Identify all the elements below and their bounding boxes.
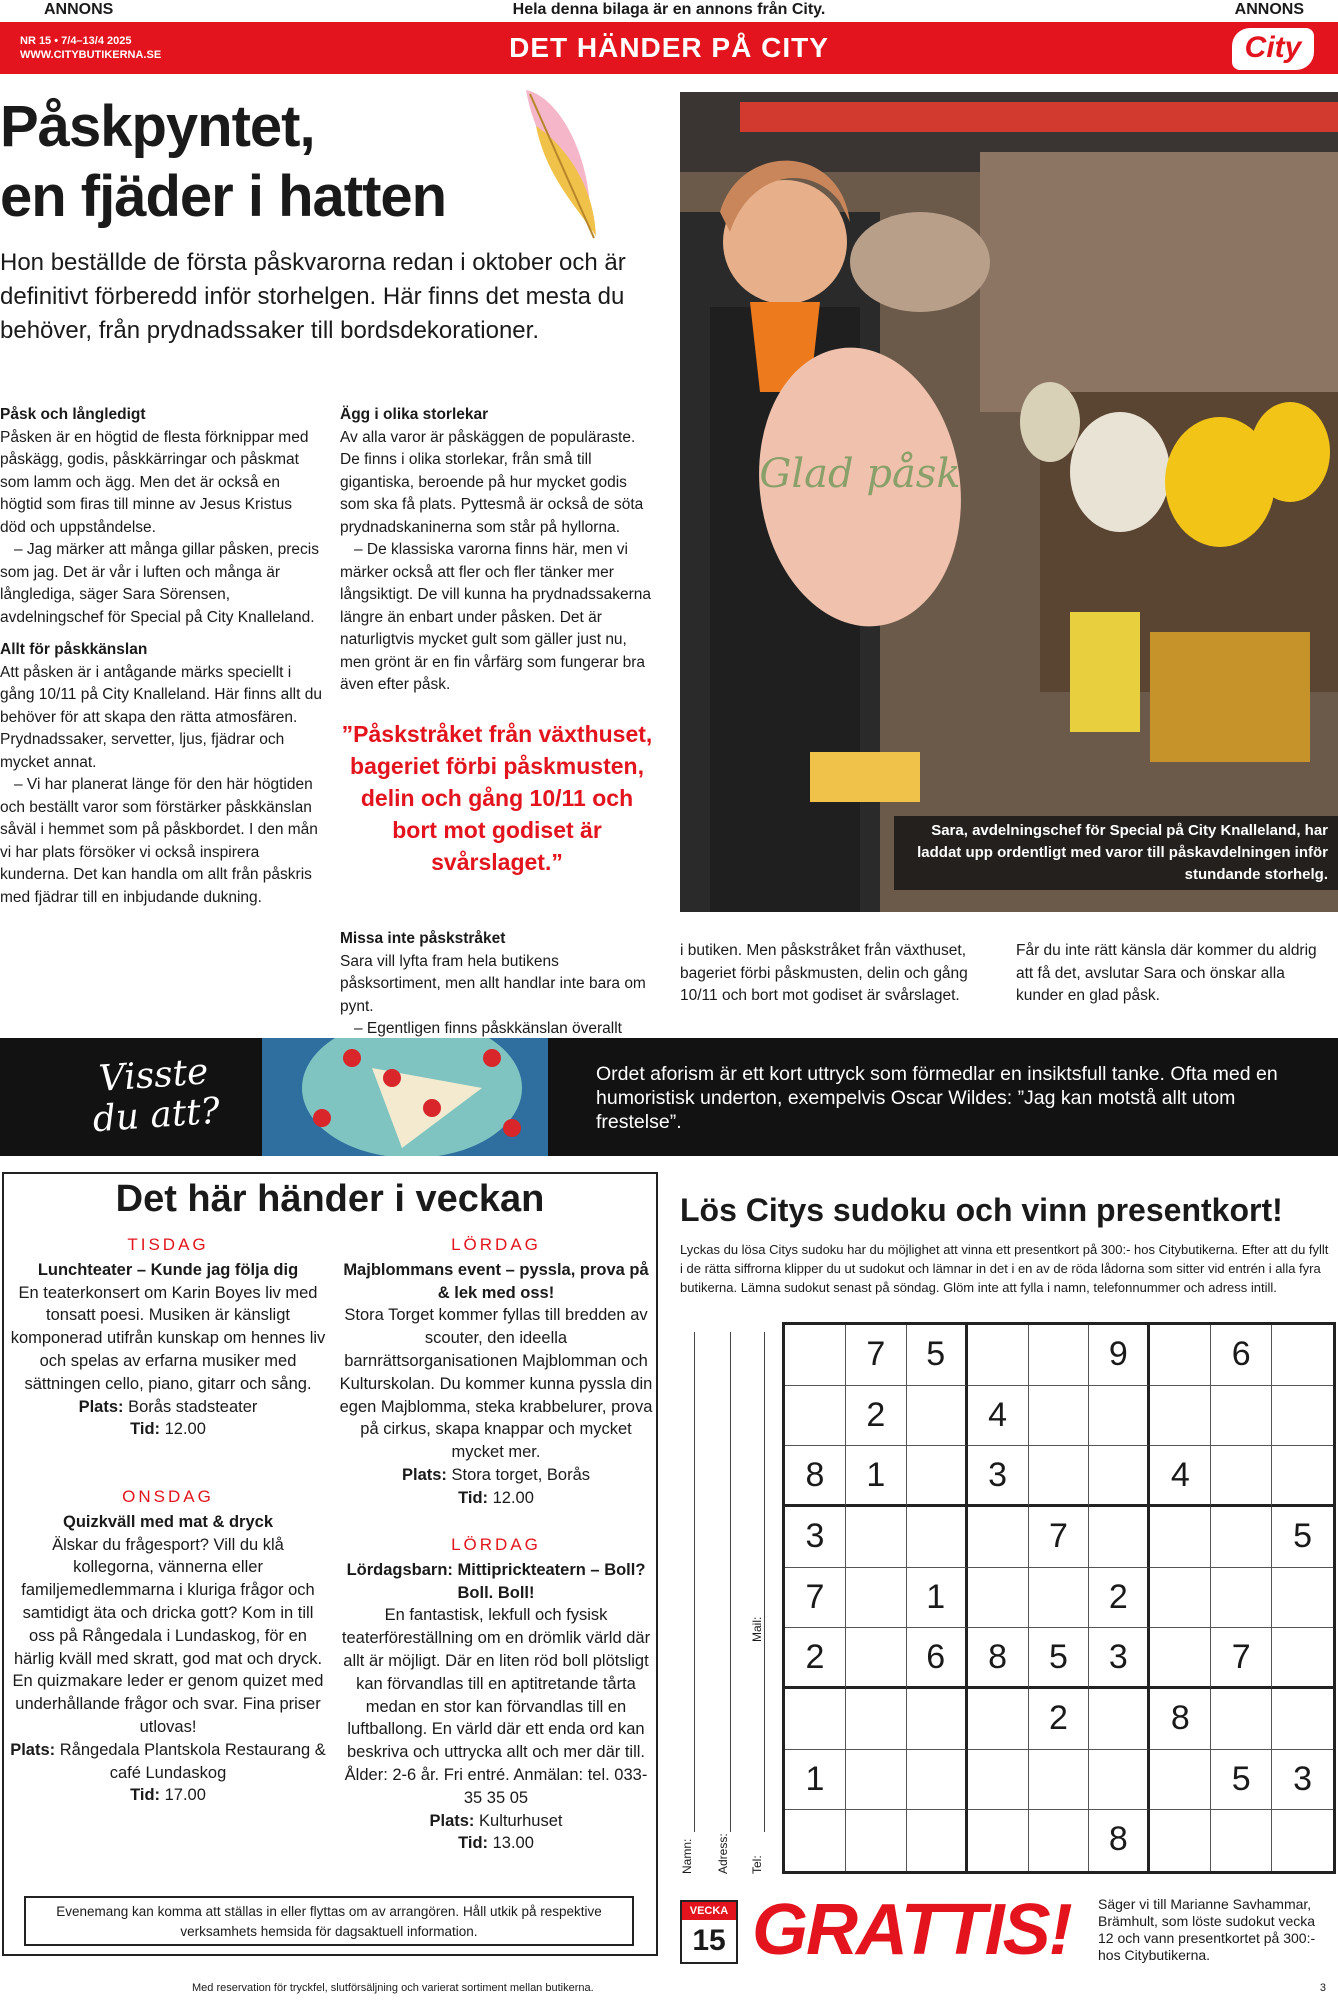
sudoku-cell[interactable]: 3 <box>968 1446 1029 1507</box>
event-desc: Stora Torget kommer fyllas till bredden av scouter, den ideella barnrättsorganisationen Majblomman och Kulturskolan. Du kommer kunna pyssla din egen Majblomma, steka krabbelurer, prova på cirkus, skapa knappar och mycket mycket mer. <box>339 1306 653 1462</box>
paragraph: Påsken är en högtid de flesta förknippar med påskägg, godis, påskkärringar och påskmat som lamm och ägg. Men det är också en högtid som firas till minne av Jesus Kristus död och uppståndelse. <box>0 428 309 536</box>
sudoku-cell[interactable] <box>1089 1386 1150 1447</box>
sudoku-cell[interactable] <box>846 1689 907 1750</box>
event-desc: En fantastisk, lekfull och fysisk teaterföreställning om en drömlik värld där allt är möjligt. Där en liten röd boll plötsligt kan förvandlas till en aptitretande tårta medan en stor kan förvandlas till en luftballong. En värld där ett enda ord kan beskriva och uttrycka allt och mer där till. Ålder: 2-6 år. Fri entré. Anmälan: tel. 033- 35 35 05 <box>341 1606 651 1807</box>
sudoku-cell[interactable] <box>968 1750 1029 1811</box>
event-day: TISDAG <box>127 1235 209 1254</box>
time-label: Tid: <box>130 1786 161 1805</box>
address-field-label[interactable]: Adress: <box>716 1833 730 1874</box>
sudoku-cell[interactable] <box>1272 1568 1333 1629</box>
egg-label: Glad påsk <box>759 451 961 497</box>
sudoku-intro: Lyckas du lösa Citys sudoku har du möjlighet att vinna ett presentkort på 300:- hos Citybutikerna. Efter att du fyllt i de rätta siffrorna klipper du ut sudokut och lämnar in det i en av de röda lådorna som sitter vid entrén i alla fyra butikerna. Lämna sudokut senast på söndag. Glöm inte att fylla i namn, telefonnummer och adress intill. <box>680 1242 1329 1295</box>
sudoku-cell[interactable]: 2 <box>785 1628 846 1689</box>
sudoku-cell[interactable] <box>1029 1386 1090 1447</box>
contact-fields <box>680 1322 780 1882</box>
paragraph: – Jag märker att många gillar påsken, precis som jag. Det är vår i luften och många är långlediga, säger Sara Sörensen, avdelningschef för Special på City Knalleland. <box>0 541 319 626</box>
sudoku-cell[interactable] <box>1272 1810 1333 1871</box>
sudoku-cell[interactable]: 8 <box>785 1446 846 1507</box>
sudoku-cell[interactable] <box>1211 1386 1272 1447</box>
sudoku-cell[interactable]: 5 <box>1272 1507 1333 1568</box>
sudoku-cell[interactable] <box>1150 1628 1211 1689</box>
sudoku-cell[interactable] <box>1089 1750 1150 1811</box>
event-name: Majblommans event – pyssla, prova på & lek med oss! <box>343 1260 649 1302</box>
sudoku-cell[interactable]: 8 <box>1089 1810 1150 1871</box>
pull-quote: ”Påskstråket från växthuset, bageriet förbi påskmusten, delin och gång 10/11 och bort mot godiset är svårslaget.” <box>341 721 653 875</box>
event-place: Rångedala Plantskola Restaurang & café Lundaskog <box>59 1740 326 1782</box>
sudoku-cell[interactable] <box>1211 1689 1272 1750</box>
subhead-1: Påsk och långledigt <box>0 406 146 423</box>
title-line-2: en fjäder i hatten <box>0 164 447 229</box>
annons-left: ANNONS <box>44 1 114 18</box>
sudoku-cell[interactable] <box>785 1386 846 1447</box>
sudoku-cell[interactable] <box>846 1507 907 1568</box>
event-place: Borås stadsteater <box>128 1397 258 1416</box>
event-day: LÖRDAG <box>451 1535 541 1554</box>
sudoku-cell[interactable] <box>968 1507 1029 1568</box>
field-line <box>694 1332 695 1832</box>
sudoku-cell[interactable]: 5 <box>1029 1628 1090 1689</box>
footer-disclaimer: Med reservation för tryckfel, slutförsäljning och varierat sortiment mellan butikerna. <box>192 1982 594 1994</box>
subhead-4: Missa inte påskstråket <box>340 930 506 947</box>
event-desc: Älskar du frågesport? Vill du klå kollegorna, vännerna eller familjemedlemmarna i kluriga frågor och samtidigt äta och dricka gott? Kom in till oss på Rångedala i Lundaskog, för en härlig kväll med skratt, god mat och dryck. En quizmakare leder er genom quizet med underhållande frågor och svar. Fina priser utlovas! <box>12 1535 324 1736</box>
article-column-1 <box>0 394 322 909</box>
article-title <box>0 92 446 232</box>
sudoku-cell[interactable]: 3 <box>1089 1628 1150 1689</box>
sudoku-cell[interactable]: 2 <box>1089 1568 1150 1629</box>
time-label: Tid: <box>130 1420 161 1439</box>
sudoku-cell[interactable]: 5 <box>907 1325 968 1386</box>
paragraph: i butiken. Men påskstråket från växthuset, bageriet förbi påskmusten, delin och gång 10/11 och bort mot godiset är svårslaget. <box>680 942 968 1004</box>
sudoku-cell[interactable] <box>846 1750 907 1811</box>
sudoku-cell[interactable]: 6 <box>1211 1325 1272 1386</box>
week-number: 15 <box>692 1924 726 1957</box>
sudoku-cell[interactable] <box>968 1689 1029 1750</box>
event-name: Lunchteater – Kunde jag följa dig <box>37 1260 299 1279</box>
place-label: Plats: <box>429 1811 475 1830</box>
sudoku-cell[interactable] <box>846 1628 907 1689</box>
event-place: Kulturhuset <box>479 1811 563 1830</box>
event-time: 13.00 <box>492 1834 534 1853</box>
event-day: ONSDAG <box>122 1487 214 1506</box>
article-photo <box>680 92 1338 912</box>
website-link[interactable]: WWW.CITYBUTIKERNA.SE <box>20 49 162 61</box>
sudoku-cell[interactable]: 8 <box>968 1628 1029 1689</box>
event-item <box>10 1234 326 1441</box>
sudoku-cell[interactable] <box>1272 1386 1333 1447</box>
sudoku-cell[interactable] <box>1150 1568 1211 1629</box>
sudoku-cell[interactable]: 3 <box>1272 1750 1333 1811</box>
field-line <box>730 1332 731 1832</box>
article-column-4 <box>1016 940 1332 1008</box>
sudoku-cell[interactable] <box>846 1568 907 1629</box>
winner-text: Säger vi till Marianne Savhammar, Brämhult, som löste sudokut vecka 12 och vann presentkortet på 300:- hos Citybutikerna. <box>1098 1896 1316 1963</box>
paragraph: – Egentligen finns påskkänslan överallt <box>354 1020 622 1037</box>
sudoku-cell[interactable] <box>1272 1446 1333 1507</box>
event-time: 17.00 <box>164 1786 206 1805</box>
place-label: Plats: <box>10 1740 56 1759</box>
article-column-3 <box>680 940 996 1008</box>
sudoku-cell[interactable] <box>907 1446 968 1507</box>
event-place: Stora torget, Borås <box>451 1465 591 1484</box>
sudoku-cell[interactable] <box>785 1325 846 1386</box>
sudoku-cell[interactable] <box>907 1810 968 1871</box>
sudoku-cell[interactable] <box>968 1568 1029 1629</box>
sudoku-cell[interactable] <box>785 1810 846 1871</box>
sudoku-cell[interactable] <box>1211 1568 1272 1629</box>
mail-field-label[interactable]: Mail: <box>750 1616 764 1642</box>
paragraph: Får du inte rätt känsla där kommer du aldrig att få det, avslutar Sara och önskar alla kunder en glad påsk. <box>1016 942 1317 1004</box>
week-label: VECKA <box>682 1902 736 1920</box>
sudoku-grid[interactable] <box>782 1322 1336 1874</box>
issue-number: NR 15 • 7/4–13/4 2025 <box>20 35 132 47</box>
events-note: Evenemang kan komma att ställas in eller flyttas om av arrangören. Håll utkik på respektive verksamhets hemsida för dagsaktuell information. <box>24 1896 634 1946</box>
sudoku-cell[interactable]: 2 <box>1029 1689 1090 1750</box>
sudoku-cell[interactable] <box>1029 1325 1090 1386</box>
sudoku-cell[interactable] <box>907 1689 968 1750</box>
sudoku-cell[interactable] <box>968 1325 1029 1386</box>
paragraph: – De klassiska varorna finns här, men vi märker också att fler och fler tänker mer långsiktigt. De vill kunna ha prydnadssakerna längre än enbart under påsken. Det är naturligtvis mycket gult som gäller just nu, men grönt är en fin vårfärg som fungerar bra även efter påsk. <box>340 541 652 693</box>
event-name: Lördagsbarn: Mittiprickteatern – Boll? Boll. Boll! <box>346 1560 646 1602</box>
sudoku-cell[interactable]: 9 <box>1089 1325 1150 1386</box>
sudoku-cell[interactable] <box>1272 1628 1333 1689</box>
time-label: Tid: <box>458 1488 489 1507</box>
events-box <box>2 1172 658 1956</box>
subhead-3: Ägg i olika storlekar <box>340 406 489 423</box>
city-logo: City <box>1232 28 1314 70</box>
sudoku-cell[interactable]: 1 <box>907 1568 968 1629</box>
event-desc: En teaterkonsert om Karin Boyes liv med tonsatt poesi. Musiken är känsligt komponerad utifrån kunskap om hennes liv och spelas av erfarna musiker med sättningen cello, piano, gitarr och sång. <box>10 1283 326 1393</box>
sudoku-cell[interactable]: 1 <box>846 1446 907 1507</box>
place-label: Plats: <box>78 1397 124 1416</box>
sudoku-cell[interactable] <box>1272 1325 1333 1386</box>
cake-image <box>262 1038 548 1156</box>
sudoku-cell[interactable] <box>1211 1507 1272 1568</box>
time-label: Tid: <box>458 1834 489 1853</box>
sudoku-cell[interactable] <box>1150 1750 1211 1811</box>
sudoku-cell[interactable]: 4 <box>968 1386 1029 1447</box>
sudoku-cell[interactable] <box>1089 1446 1150 1507</box>
sudoku-cell[interactable] <box>1029 1810 1090 1871</box>
sudoku-cell[interactable]: 2 <box>846 1386 907 1447</box>
sudoku-cell[interactable] <box>1211 1810 1272 1871</box>
annons-right: ANNONS <box>1234 1 1304 18</box>
did-you-know-text: Ordet aforism är ett kort uttryck som förmedlar en insiktsfull tanke. Ofta med en humoristisk underton, exempelvis Oscar Wildes: ”Jag kan motstå allt utom frestelse”. <box>596 1063 1278 1133</box>
sudoku-cell[interactable] <box>1150 1325 1211 1386</box>
sudoku-cell[interactable]: 7 <box>785 1568 846 1629</box>
sudoku-cell[interactable] <box>1272 1689 1333 1750</box>
sudoku-cell[interactable]: 8 <box>1150 1689 1211 1750</box>
page-number: 3 <box>1319 1982 1326 1994</box>
sudoku-cell[interactable] <box>1089 1507 1150 1568</box>
event-item <box>338 1234 654 1510</box>
store-photo-illustration <box>680 92 1338 912</box>
did-you-know-title: Visste du att? <box>91 1051 222 1141</box>
did-you-know-band <box>0 1038 1338 1156</box>
sudoku-cell[interactable]: 7 <box>846 1325 907 1386</box>
sudoku-cell[interactable]: 5 <box>1211 1750 1272 1811</box>
events-title: Det här händer i veckan <box>115 1178 545 1220</box>
sudoku-cell[interactable] <box>1150 1810 1211 1871</box>
event-item <box>338 1534 654 1855</box>
sudoku-cell[interactable] <box>1029 1446 1090 1507</box>
sudoku-title: Lös Citys sudoku och vinn presentkort! <box>680 1192 1283 1228</box>
sudoku-cell[interactable] <box>1089 1689 1150 1750</box>
sudoku-cell[interactable]: 3 <box>785 1507 846 1568</box>
place-label: Plats: <box>401 1465 447 1484</box>
event-day: LÖRDAG <box>451 1235 541 1254</box>
event-time: 12.00 <box>492 1488 534 1507</box>
section-title: DET HÄNDER PÅ CITY <box>509 32 829 63</box>
sudoku-cell[interactable]: 7 <box>1029 1507 1090 1568</box>
sudoku-cell[interactable]: 4 <box>1150 1446 1211 1507</box>
annons-notice: Hela denna bilaga är en annons från City. <box>512 1 826 18</box>
paragraph: Sara vill lyfta fram hela butikens påsksortiment, men allt handlar inte bara om pynt. <box>340 952 646 1015</box>
header-bar <box>0 22 1338 74</box>
feather-icon <box>516 86 602 242</box>
name-field-label[interactable]: Namn: <box>680 1838 694 1874</box>
sudoku-cell[interactable] <box>1029 1750 1090 1811</box>
week-badge <box>680 1900 738 1964</box>
title-line-1: Påskpyntet, <box>0 94 315 159</box>
sudoku-cell[interactable] <box>1150 1386 1211 1447</box>
paragraph: – Vi har planerat länge för den här högtiden och beställt varor som förstärker påskkänslan såväl i hemmet som på påskbordet. I den mån vi har plats försöker vi också inspirera kunderna. Det kan handla om allt från påskris med fjädrar till en inbjudande dukning. <box>0 776 318 906</box>
sudoku-cell[interactable] <box>907 1750 968 1811</box>
article-column-2-end <box>340 918 654 1041</box>
photo-caption: Sara, avdelningschef för Special på City Knalleland, har laddat upp ordentligt med varor till påskavdelningen inför stundande storhelg. <box>894 816 1338 890</box>
article-lead: Hon beställde de första påskvarorna redan i oktober och är definitivt förberedd inför storhelgen. Här finns det mesta du behöver, från prydnadssaker till bordsdekorationer. <box>0 249 626 344</box>
sudoku-cell[interactable] <box>1211 1446 1272 1507</box>
field-line <box>764 1332 765 1832</box>
phone-field-label[interactable]: Tel: <box>750 1855 764 1874</box>
sudoku-cell[interactable] <box>907 1386 968 1447</box>
event-time: 12.00 <box>164 1420 206 1439</box>
sudoku-cell[interactable] <box>907 1507 968 1568</box>
paragraph: Att påsken är i antågande märks speciellt i gång 10/11 på City Knalleland. Här finns allt du behöver för att skapa den rätta atmosfären. Prydnadssaker, servetter, ljus, fjädrar och mycket annat. <box>0 663 322 771</box>
grattis-heading: GRATTIS! <box>752 1890 1071 1970</box>
sudoku-cell[interactable] <box>1150 1507 1211 1568</box>
top-strip <box>0 0 1338 22</box>
sudoku-cell[interactable] <box>846 1810 907 1871</box>
subhead-2: Allt för påskkänslan <box>0 641 148 658</box>
sudoku-cell[interactable]: 1 <box>785 1750 846 1811</box>
sudoku-cell[interactable] <box>968 1810 1029 1871</box>
sudoku-cell[interactable]: 7 <box>1211 1628 1272 1689</box>
paragraph: Av alla varor är påskäggen de populäraste. De finns i olika storlekar, från små till gigantiska, beroende på hur mycket godis som ska få plats. Pyttesmå är också de söta prydnadskaninerna som står på hyllorna. <box>340 428 644 536</box>
sudoku-cell[interactable] <box>1029 1568 1090 1629</box>
article-column-2 <box>340 394 654 697</box>
event-item <box>10 1486 326 1807</box>
sudoku-cell[interactable] <box>785 1689 846 1750</box>
sudoku-cell[interactable]: 6 <box>907 1628 968 1689</box>
event-name: Quizkväll med mat & dryck <box>63 1512 273 1531</box>
